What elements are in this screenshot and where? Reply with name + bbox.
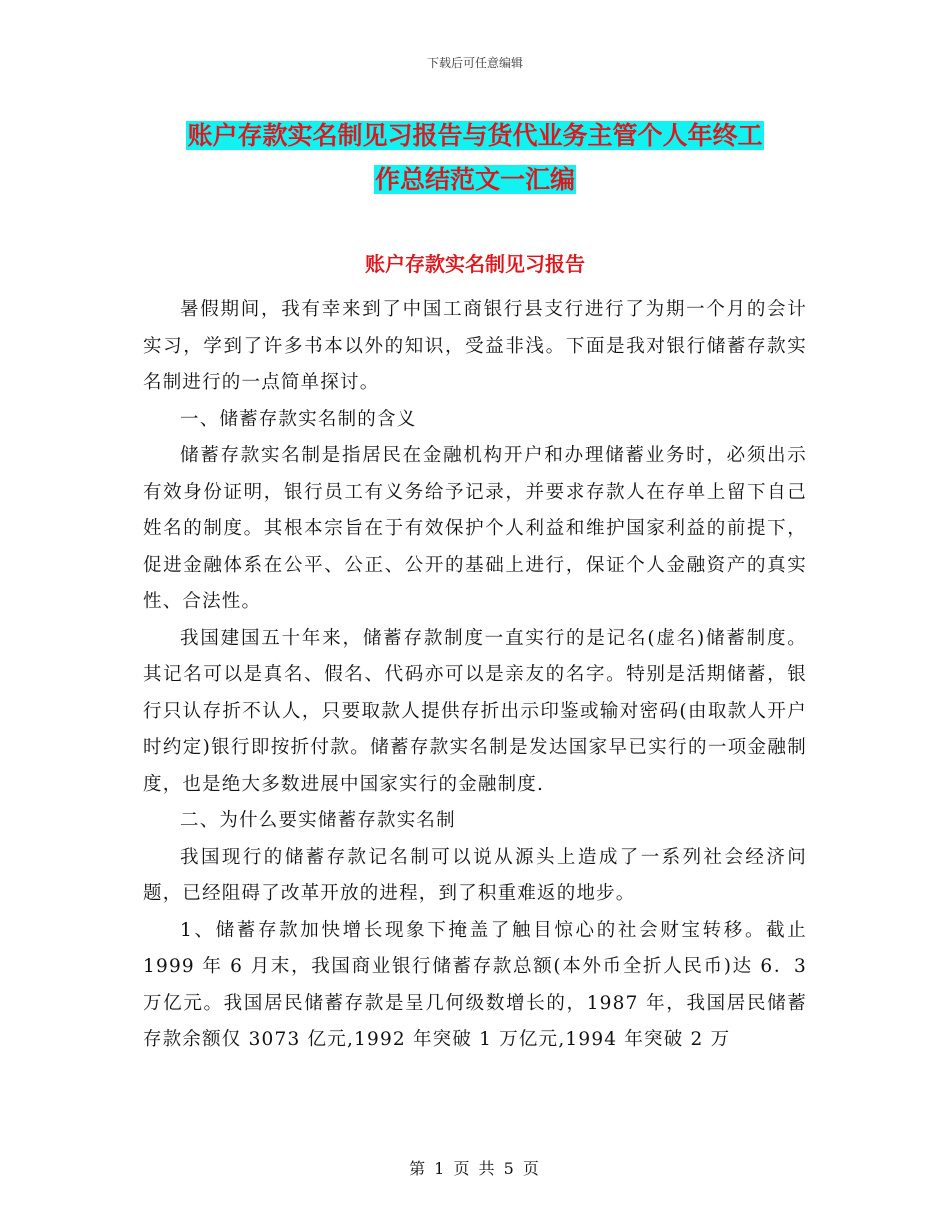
paragraph-history: 我国建国五十年来，储蓄存款制度一直实行的是记名(虚名)储蓄制度。其记名可以是真名、假名、代码亦可以是亲友的名字。特别是活期储蓄，银行只认存折不认人，只要取款人提供存折出示印鉴或输对密码(由取款人开户时约定)银行即按折付款。储蓄存款实名制是发达国家早已实行的一项金融制度，也是绝大多数进展中国家实行的金融制度. — [143, 627, 807, 795]
document-body — [143, 292, 807, 1059]
document-title — [0, 114, 950, 202]
paragraph-point-1: 1、储蓄存款加快增长现象下掩盖了触目惊心的社会财宝转移。截止 1999 年 6 月末，我国商业银行储蓄存款总额(本外币全折人民币)达 6．3 万亿元。我国居民储蓄存款是呈几何级数增长的，1987 年，我国居民储蓄存款余额仅 3073 亿元,1992 年突破 1 万亿元,1994 年突破 2 万 — [143, 919, 807, 1050]
page-header-note: 下载后可任意编辑 — [426, 56, 523, 70]
paragraph-intro: 暑假期间，我有幸来到了中国工商银行县支行进行了为期一个月的会计实习，学到了许多书本以外的知识，受益非浅。下面是我对银行储蓄存款实名制进行的一点简单探讨。 — [143, 299, 807, 393]
page-footer: 第 1 页 共 5 页 — [409, 1159, 541, 1178]
section-title: 账户存款实名制见习报告 — [365, 252, 585, 276]
document-title-line-1: 账户存款实名制见习报告与货代业务主管个人年终工 — [187, 121, 763, 150]
document-title-line-2: 作总结范文一汇编 — [374, 165, 575, 194]
heading-why: 二、为什么要实储蓄存款实名制 — [180, 810, 456, 831]
paragraph-definition: 储蓄存款实名制是指居民在金融机构开户和办理储蓄业务时，必须出示有效身份证明，银行员工有义务给予记录，并要求存款人在存单上留下自己姓名的制度。其根本宗旨在于有效保护个人利益和维护国家利益的前提下，促进金融体系在公平、公正、公开的基础上进行，保证个人金融资产的真实性、合法性。 — [143, 445, 807, 612]
heading-meaning: 一、储蓄存款实名制的含义 — [180, 408, 417, 430]
paragraph-problems: 我国现行的储蓄存款记名制可以说从源头上造成了一系列社会经济问题，已经阻碍了改革开放的进程，到了积重难返的地步。 — [143, 846, 807, 904]
